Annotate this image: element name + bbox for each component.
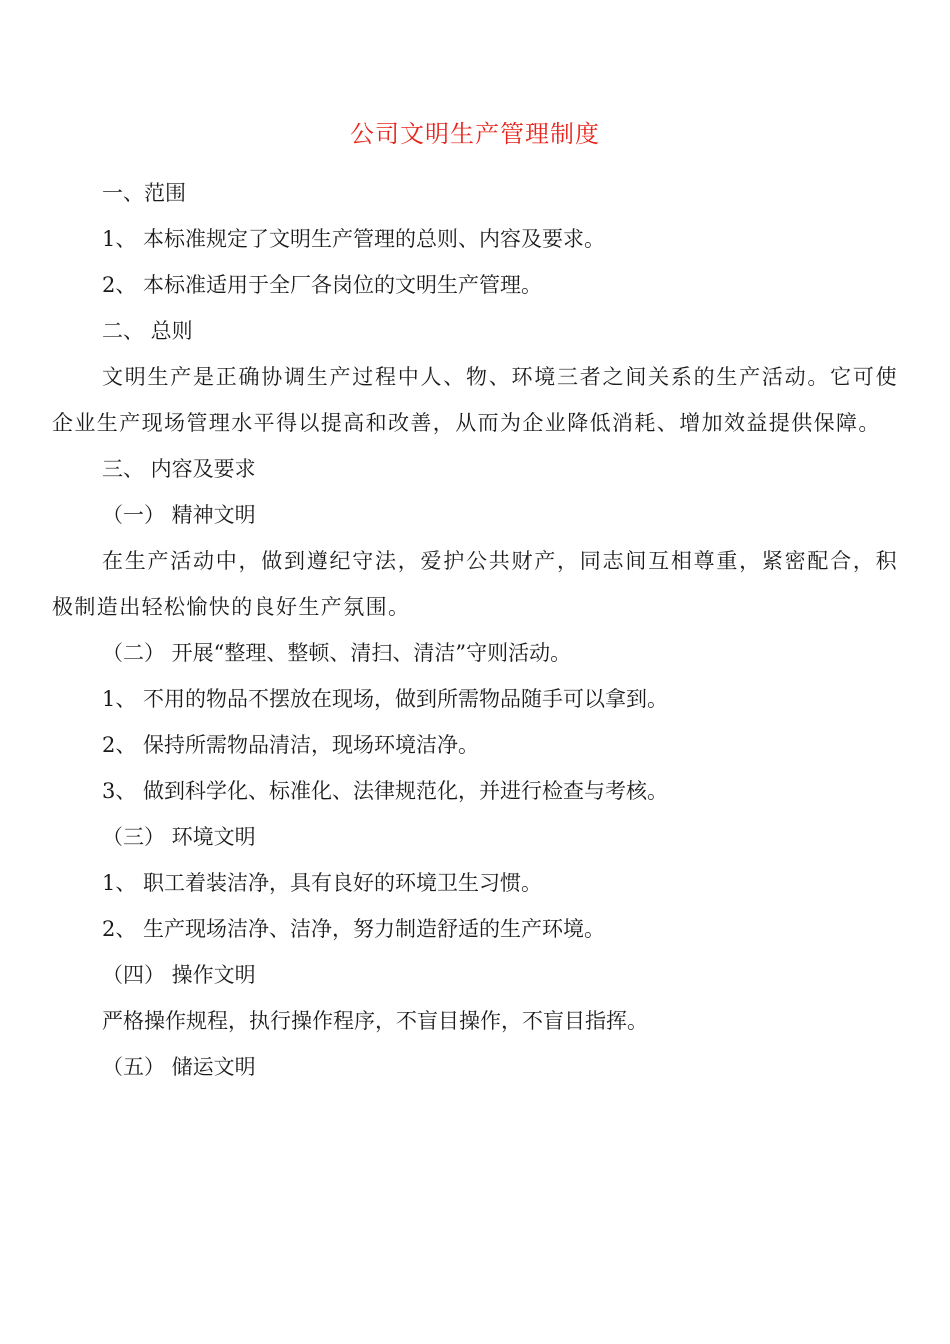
- document-title: 公司文明生产管理制度: [350, 120, 600, 148]
- document-body: [52, 170, 898, 1090]
- section-heading-general: 二、 总则: [102, 319, 193, 343]
- subsection-heading-storage: （五） 储运文明: [102, 1055, 256, 1079]
- scope-item-2: 2、 本标准适用于全厂各岗位的文明生产管理。: [102, 273, 543, 297]
- section-heading-scope: 一、范围: [102, 181, 186, 205]
- subsection-heading-spiritual: （一） 精神文明: [102, 503, 256, 527]
- spiritual-paragraph: 在生产活动中，做到遵纪守法，爱护公共财产，同志间互相尊重，紧密配合，积极制造出轻松愉快的良好生产氛围。: [52, 549, 898, 619]
- environment-item-1: 1、 职工着装洁净，具有良好的环境卫生习惯。: [102, 871, 543, 895]
- 5s-item-3: 3、 做到科学化、标准化、法律规范化，并进行检查与考核。: [102, 779, 669, 803]
- section-heading-requirements: 三、 内容及要求: [102, 457, 256, 481]
- general-paragraph: 文明生产是正确协调生产过程中人、物、环境三者之间关系的生产活动。它可使企业生产现场管理水平得以提高和改善，从而为企业降低消耗、增加效益提供保障。: [52, 365, 898, 435]
- 5s-item-1: 1、 不用的物品不摆放在现场，做到所需物品随手可以拿到。: [102, 687, 669, 711]
- scope-item-1: 1、 本标准规定了文明生产管理的总则、内容及要求。: [102, 227, 606, 251]
- operation-paragraph: 严格操作规程，执行操作程序，不盲目操作，不盲目指挥。: [102, 1009, 648, 1033]
- 5s-item-2: 2、 保持所需物品清洁，现场环境洁净。: [102, 733, 480, 757]
- subsection-heading-environment: （三） 环境文明: [102, 825, 256, 849]
- environment-item-2: 2、 生产现场洁净、洁净，努力制造舒适的生产环境。: [102, 917, 606, 941]
- subsection-heading-5s: （二） 开展“整理、整顿、清扫、清洁”守则活动。: [102, 641, 572, 665]
- subsection-heading-operation: （四） 操作文明: [102, 963, 256, 987]
